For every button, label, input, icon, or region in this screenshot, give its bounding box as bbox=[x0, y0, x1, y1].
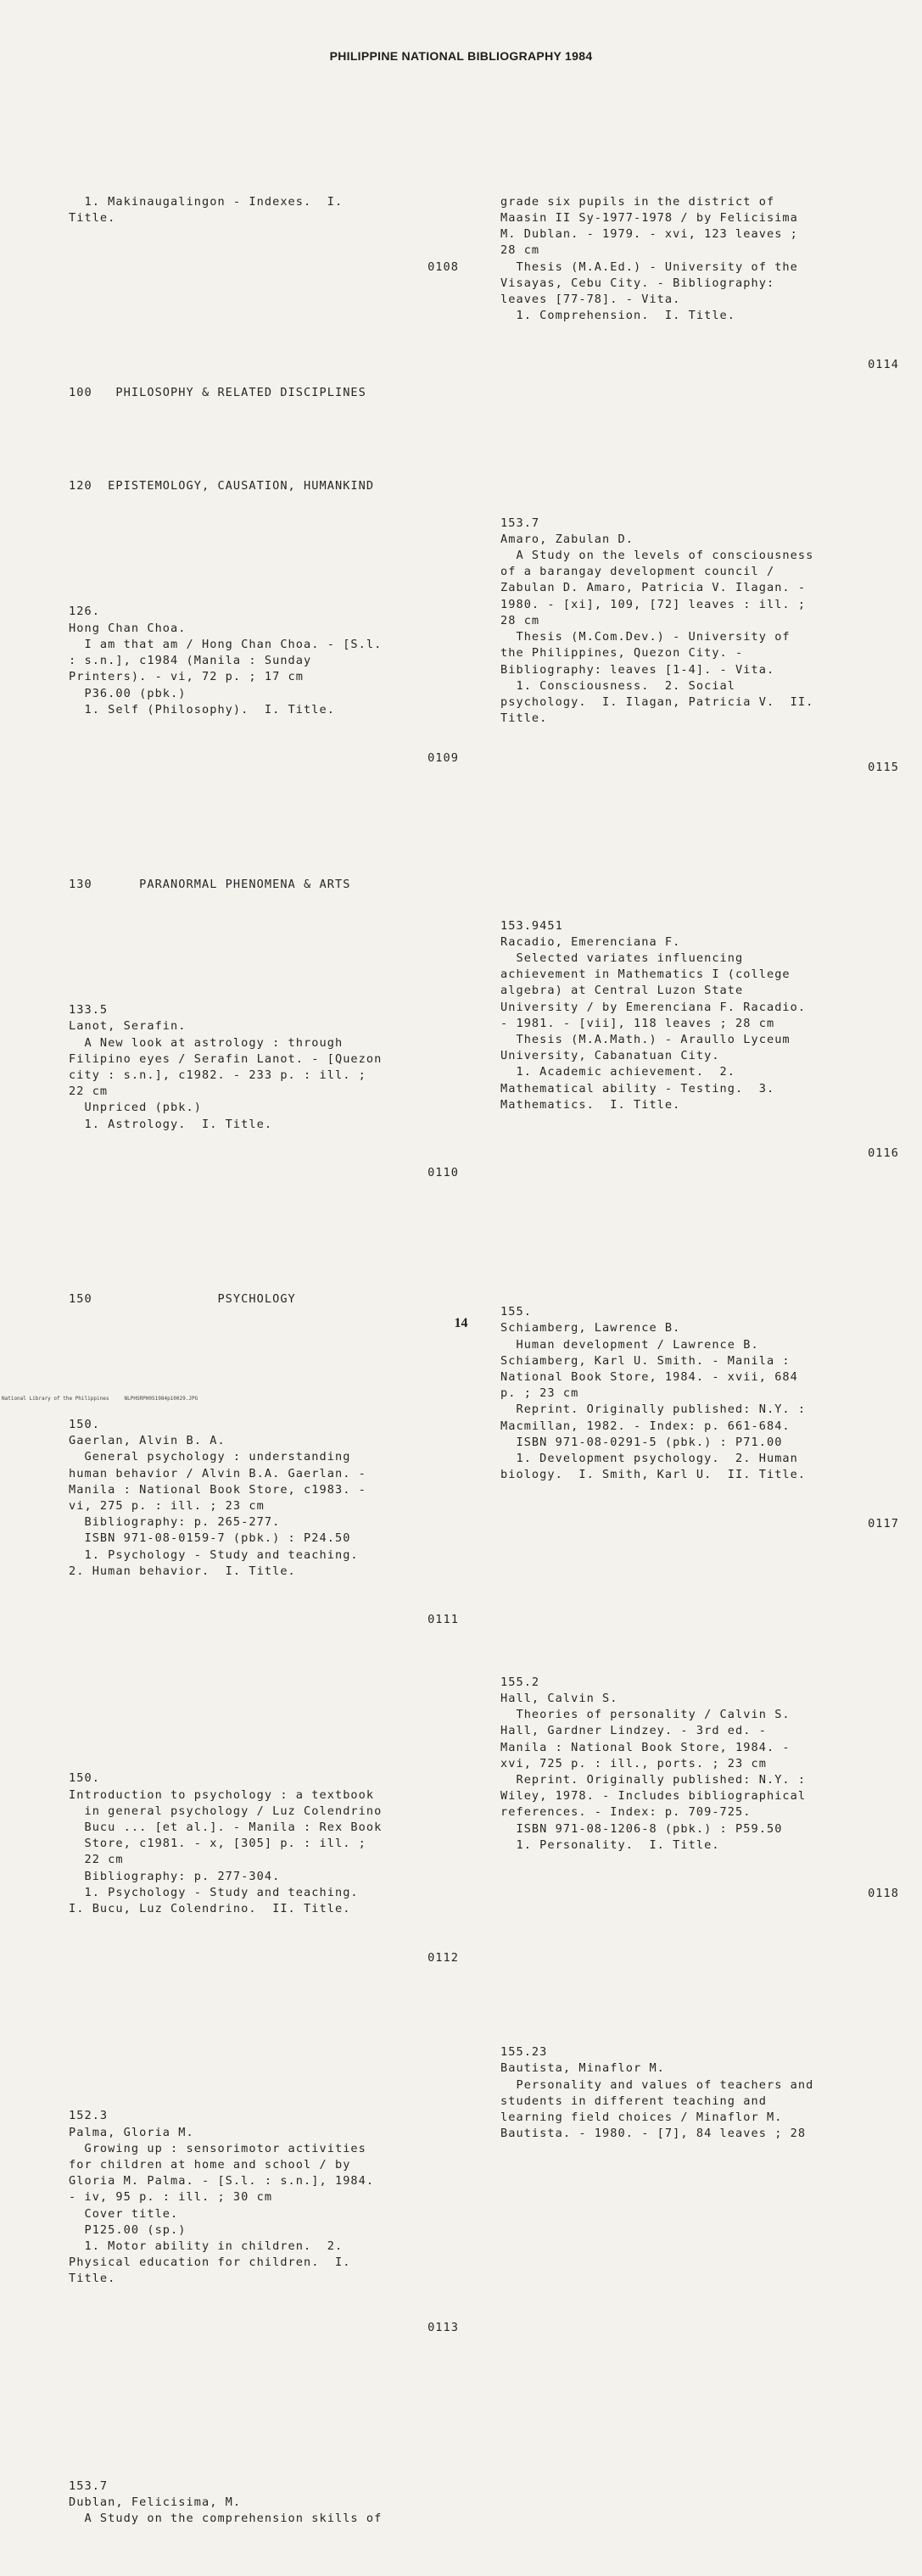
text-line: Title. bbox=[69, 211, 116, 226]
text-line: 120 EPISTEMOLOGY, CAUSATION, HUMANKIND bbox=[69, 479, 375, 493]
text-line: 150. bbox=[69, 1771, 100, 1786]
entry-0109 bbox=[69, 572, 459, 800]
text-line: Selected variates influencing bbox=[500, 951, 744, 965]
entry-number: 0117 bbox=[868, 1516, 899, 1531]
text-line: Hall, Gardner Lindzey. - 3rd ed. - bbox=[500, 1724, 767, 1738]
text-line: 1. Psychology - Study and teaching. bbox=[69, 1547, 359, 1562]
text-line: : s.n.], c1984 (Manila : Sunday bbox=[69, 654, 312, 668]
section-heading-100 bbox=[69, 385, 459, 401]
entry-text bbox=[500, 2044, 899, 2142]
text-line: Thesis (M.Com.Dev.) - University of bbox=[500, 630, 791, 644]
text-line: Filipino eyes / Serafin Lanot. - [Quezon bbox=[69, 1051, 383, 1066]
text-line: 150. bbox=[69, 1418, 100, 1432]
page-header: PHILIPPINE NATIONAL BIBLIOGRAPHY 1984 bbox=[329, 49, 593, 63]
text-line: 22 cm bbox=[69, 1853, 124, 1867]
text-line: achievement in Mathematics I (college bbox=[500, 967, 791, 982]
text-line: for children at home and school / by bbox=[69, 2157, 351, 2172]
text-line: Personality and values of teachers and bbox=[500, 2077, 814, 2092]
left-column bbox=[69, 129, 459, 2576]
entry-0114-cont bbox=[500, 161, 899, 405]
text-line: Mathematical ability - Testing. 3. bbox=[500, 1081, 775, 1096]
text-line: 155.23 bbox=[500, 2045, 548, 2060]
text-line: ISBN 971-08-1206-8 (pbk.) : P59.50 bbox=[500, 1821, 783, 1836]
text-line: 28 cm bbox=[500, 243, 540, 258]
entry-0108 bbox=[69, 161, 459, 308]
entry-0119-start bbox=[500, 2012, 899, 2175]
text-line: leaves [77-78]. - Vita. bbox=[500, 293, 681, 307]
text-line: M. Dublan. - 1979. - xvi, 123 leaves ; bbox=[500, 227, 798, 242]
text-line: ISBN 971-08-0291-5 (pbk.) : P71.00 bbox=[500, 1435, 783, 1449]
text-line: 1. Psychology - Study and teaching. bbox=[69, 1885, 359, 1899]
text-line: Introduction to psychology : a textbook bbox=[69, 1787, 375, 1802]
entry-text bbox=[500, 194, 899, 325]
section-heading-120 bbox=[69, 478, 459, 494]
text-line: Gloria M. Palma. - [S.l. : s.n.], 1984. bbox=[69, 2174, 375, 2188]
text-line: 1. Academic achievement. 2. bbox=[500, 1065, 736, 1079]
text-line: - 1981. - [vii], 118 leaves ; 28 cm bbox=[500, 1016, 775, 1030]
text-line: 130 PARANORMAL PHENOMENA & ARTS bbox=[69, 877, 351, 891]
text-line: Bibliography: p. 265-277. bbox=[69, 1515, 281, 1530]
entry-number: 0115 bbox=[868, 760, 899, 774]
entry-text bbox=[69, 604, 459, 717]
text-line: Store, c1981. - x, [305] p. : ill. ; bbox=[69, 1837, 366, 1851]
text-line: 152.3 bbox=[69, 2109, 109, 2123]
text-line: Schiamberg, Karl U. Smith. - Manila : bbox=[500, 1353, 791, 1368]
text-line: 1. Comprehension. I. Title. bbox=[500, 309, 736, 323]
text-line: Bibliography: leaves [1-4]. - Vita. bbox=[500, 662, 775, 677]
text-line: Unpriced (pbk.) bbox=[69, 1101, 202, 1115]
text-line: 28 cm bbox=[500, 613, 540, 627]
text-line: Bautista, Minaflor M. bbox=[500, 2061, 665, 2076]
text-line: 153.9451 bbox=[500, 918, 563, 933]
entry-number: 0112 bbox=[427, 1950, 459, 1965]
text-line: I am that am / Hong Chan Choa. - [S.l. bbox=[69, 637, 383, 651]
text-line: p. ; 23 cm bbox=[500, 1386, 579, 1401]
text-line: - iv, 95 p. : ill. ; 30 cm bbox=[69, 2190, 273, 2205]
text-line: 1. Consciousness. 2. Social bbox=[500, 678, 736, 693]
text-line: Thesis (M.A.Ed.) - University of the bbox=[500, 259, 798, 274]
entry-0115 bbox=[500, 482, 899, 808]
text-line: Zabulan D. Amaro, Patricia V. Ilagan. - bbox=[500, 581, 807, 595]
entry-text bbox=[69, 1002, 459, 1133]
text-line: algebra) at Central Luzon State bbox=[500, 984, 744, 998]
text-line: 153.7 bbox=[69, 2478, 109, 2493]
text-line: Wiley, 1978. - Includes bibliographical bbox=[500, 1789, 807, 1804]
entry-text bbox=[69, 2108, 459, 2287]
text-line: Printers). - vi, 72 p. ; 17 cm bbox=[69, 670, 305, 684]
text-line: 150 PSYCHOLOGY bbox=[69, 1291, 296, 1306]
text-line: 133.5 bbox=[69, 1003, 109, 1018]
scan-footer: National Library of the Philippines NLPHSRPH051984p10029.JPG bbox=[2, 1396, 198, 1402]
entry-text bbox=[500, 516, 899, 728]
entry-number: 0114 bbox=[868, 357, 899, 371]
entry-text bbox=[500, 1675, 899, 1854]
entry-text bbox=[69, 1417, 459, 1580]
text-line: 1. Makinaugalingon - Indexes. I. bbox=[69, 194, 344, 209]
entry-text bbox=[69, 194, 459, 226]
text-line: Racadio, Emerenciana F. bbox=[500, 934, 681, 949]
text-line: learning field choices / Minaflor M. bbox=[500, 2110, 783, 2124]
text-line: biology. I. Smith, Karl U. II. Title. bbox=[500, 1468, 807, 1482]
text-line: University, Cabanatuan City. bbox=[500, 1049, 720, 1063]
section-heading-150 bbox=[69, 1291, 459, 1308]
entry-text bbox=[69, 1770, 459, 1917]
text-line: 1. Self (Philosophy). I. Title. bbox=[69, 702, 335, 716]
text-line: 155.2 bbox=[500, 1675, 540, 1689]
entry-0111 bbox=[69, 1385, 459, 1661]
entry-0116 bbox=[500, 885, 899, 1195]
text-line: xvi, 725 p. : ill., ports. ; 23 cm bbox=[500, 1756, 767, 1770]
text-line: Thesis (M.A.Math.) - Araullo Lyceum bbox=[500, 1032, 791, 1046]
text-line: Title. bbox=[69, 2272, 116, 2286]
text-line: Hong Chan Choa. bbox=[69, 621, 187, 635]
right-column bbox=[500, 129, 899, 2191]
entry-0113 bbox=[69, 2076, 459, 2369]
text-line: the Philippines, Quezon City. - bbox=[500, 646, 744, 661]
text-line: psychology. I. Ilagan, Patricia V. II. bbox=[500, 694, 814, 709]
text-line: Gaerlan, Alvin B. A. bbox=[69, 1434, 226, 1448]
text-line: Maasin II Sy-1977-1978 / by Felicisima bbox=[500, 211, 798, 226]
text-line: Hall, Calvin S. bbox=[500, 1691, 618, 1705]
entry-number: 0113 bbox=[427, 2321, 459, 2334]
entry-0118 bbox=[500, 1642, 899, 1935]
text-line: A New look at astrology : through bbox=[69, 1035, 344, 1050]
text-line: Mathematics. I. Title. bbox=[500, 1097, 681, 1112]
text-line: 2. Human behavior. I. Title. bbox=[69, 1564, 296, 1578]
text-line: A Study on the comprehension skills of bbox=[69, 2512, 383, 2526]
entry-number: 0116 bbox=[868, 1146, 899, 1161]
text-line: General psychology : understanding bbox=[69, 1450, 351, 1464]
entry-text bbox=[69, 2478, 459, 2528]
text-line: Schiamberg, Lawrence B. bbox=[500, 1321, 681, 1335]
text-line: 1. Development psychology. 2. Human bbox=[500, 1452, 798, 1466]
text-line: Manila : National Book Store, c1983. - bbox=[69, 1482, 366, 1497]
text-line: Reprint. Originally published: N.Y. : bbox=[500, 1772, 807, 1787]
page-number: 14 bbox=[454, 1316, 468, 1330]
text-line: ISBN 971-08-0159-7 (pbk.) : P24.50 bbox=[69, 1531, 351, 1546]
text-line: I. Bucu, Luz Colendrino. II. Title. bbox=[69, 1901, 351, 1915]
text-line: A Study on the levels of consciousness bbox=[500, 549, 814, 563]
text-line: 22 cm bbox=[69, 1084, 109, 1099]
entry-number: 0111 bbox=[427, 1613, 459, 1627]
text-line: Macmillan, 1982. - Index: p. 661-684. bbox=[500, 1419, 791, 1433]
text-line: University / by Emerenciana F. Racadio. bbox=[500, 1000, 807, 1014]
text-line: grade six pupils in the district of bbox=[500, 194, 775, 209]
text-line: students in different teaching and bbox=[500, 2094, 767, 2108]
entry-number: 0108 bbox=[427, 259, 459, 274]
text-line: in general psychology / Luz Colendrino bbox=[69, 1804, 383, 1818]
entry-number: 0109 bbox=[427, 751, 459, 766]
text-line: Visayas, Cebu City. - Bibliography: bbox=[500, 276, 775, 290]
text-line: Bibliography: p. 277-304. bbox=[69, 1869, 281, 1883]
entry-0110 bbox=[69, 970, 459, 1214]
text-line: 100 PHILOSOPHY & RELATED DISCIPLINES bbox=[69, 386, 366, 400]
entry-text bbox=[500, 918, 899, 1113]
text-line: 1. Personality. I. Title. bbox=[500, 1837, 720, 1852]
section-heading-130 bbox=[69, 877, 459, 893]
text-line: 1. Motor ability in children. 2. bbox=[69, 2239, 344, 2253]
text-line: National Book Store, 1984. - xvii, 684 bbox=[500, 1370, 798, 1385]
text-line: vi, 275 p. : ill. ; 23 cm bbox=[69, 1499, 265, 1514]
text-line: Amaro, Zabulan D. bbox=[500, 532, 634, 546]
text-line: Palma, Gloria M. bbox=[69, 2125, 194, 2139]
text-line: 153.7 bbox=[500, 516, 540, 530]
text-line: 155. bbox=[500, 1305, 532, 1319]
text-line: Dublan, Felicisima, M. bbox=[69, 2495, 242, 2510]
text-line: Bautista. - 1980. - [7], 84 leaves ; 28 bbox=[500, 2127, 807, 2141]
text-line: 126. bbox=[69, 605, 100, 619]
text-line: Physical education for children. I. bbox=[69, 2255, 351, 2270]
text-line: Human development / Lawrence B. bbox=[500, 1337, 759, 1352]
text-line: Title. bbox=[500, 711, 548, 726]
entry-number: 0110 bbox=[427, 1166, 459, 1180]
text-line: Theories of personality / Calvin S. bbox=[500, 1708, 791, 1722]
text-line: Bucu ... [et al.]. - Manila : Rex Book bbox=[69, 1820, 383, 1834]
text-line: 1980. - [xi], 109, [72] leaves : ill. ; bbox=[500, 597, 807, 611]
entry-number: 0118 bbox=[868, 1887, 899, 1901]
text-line: Growing up : sensorimotor activities bbox=[69, 2141, 366, 2155]
text-line: of a barangay development council / bbox=[500, 565, 775, 579]
text-line: Manila : National Book Store, 1984. - bbox=[500, 1740, 791, 1754]
text-line: 1. Astrology. I. Title. bbox=[69, 1117, 273, 1131]
text-line: references. - Index: p. 709-725. bbox=[500, 1805, 752, 1820]
text-line: city : s.n.], c1982. - 233 p. : ill. ; bbox=[69, 1068, 366, 1082]
text-line: Cover title. bbox=[69, 2206, 179, 2221]
text-line: P125.00 (sp.) bbox=[69, 2222, 187, 2237]
text-line: Reprint. Originally published: N.Y. : bbox=[500, 1402, 807, 1417]
text-line: Lanot, Serafin. bbox=[69, 1019, 187, 1034]
entry-0112 bbox=[69, 1738, 459, 1999]
text-line: P36.00 (pbk.) bbox=[69, 686, 187, 700]
entry-0114-start bbox=[69, 2445, 459, 2559]
text-line: human behavior / Alvin B.A. Gaerlan. - bbox=[69, 1466, 366, 1480]
